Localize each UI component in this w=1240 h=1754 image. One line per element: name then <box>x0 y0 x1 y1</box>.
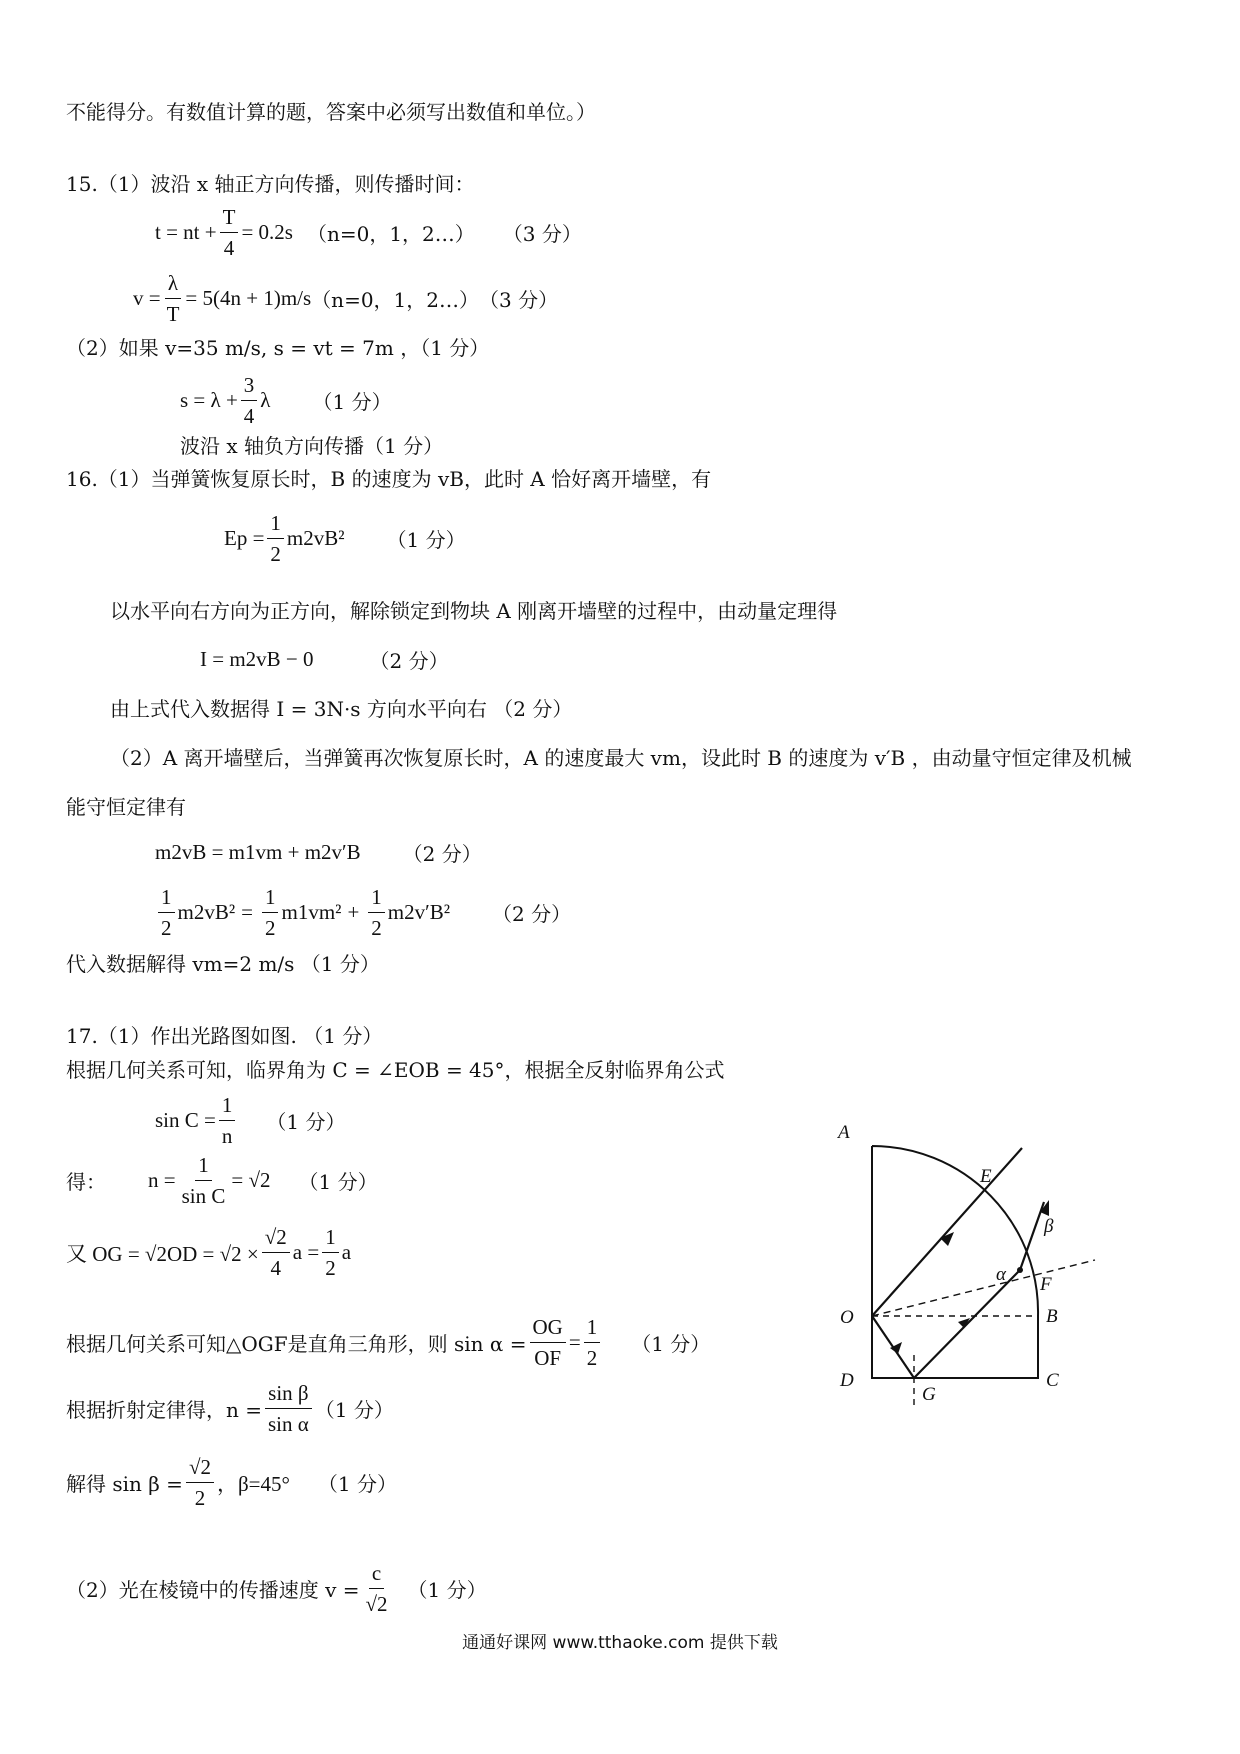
q17-eq3: 又 OG = √2OD = √2 × $\frac{√2}{4}$ a = $\frac{1}{2}$ a <box>66 1222 351 1283</box>
q15-line3: 波沿 x 轴负方向传播（1 分） <box>180 434 444 458</box>
label-o: O <box>840 1307 854 1328</box>
label-g: G <box>922 1384 936 1405</box>
q16-line4: （2）A 离开墙壁后，当弹簧再次恢复原长时，A 的速度最大 vm，设此时 B 的速度为 v′B ，由动量守恒定律及机械 <box>110 746 1132 770</box>
q16-line5: 能守恒定律有 <box>66 795 186 819</box>
q17-eq2: 得： n = $\frac{1}{\text{sin C}}$ = √2 （1 分） <box>66 1150 378 1211</box>
label-d: D <box>840 1370 854 1391</box>
q17-line1: 17.（1）作出光路图如图. （1 分） <box>66 1024 383 1048</box>
q15-line1: 15.（1）波沿 x 轴正方向传播，则传播时间： <box>66 172 475 196</box>
q16-line6: 代入数据解得 vm=2 m/s （1 分） <box>66 952 380 976</box>
label-c: C <box>1046 1370 1059 1391</box>
footer: 通通好课网 www.tthaoke.com 提供下载 <box>462 1633 778 1653</box>
q16-line1: 16.（1）当弹簧恢复原长时，B 的速度为 vB，此时 A 恰好离开墙壁，有 <box>66 467 712 491</box>
q16-eq2: I = m2vB − 0 （2 分） <box>200 647 449 673</box>
q16-line2: 以水平向右方向为正方向，解除锁定到物块 A 刚离开墙壁的过程中，由动量定理得 <box>110 599 838 623</box>
point-f <box>1017 1267 1023 1273</box>
q17-line2: 根据几何关系可知，临界角为 C = ∠EOB = 45°，根据全反射临界角公式 <box>66 1058 725 1082</box>
label-e: E <box>980 1166 992 1187</box>
ray-out <box>1020 1202 1044 1270</box>
q17-eq7: （2）光在棱镜中的传播速度 v = $\frac{c}{√2}$ （1 分） <box>66 1558 487 1619</box>
q17-eq4: 根据几何关系可知△OGF是直角三角形，则 sin α = $\frac{OG}{OF}$ = $\frac{1}{2}$ （1 分） <box>66 1312 710 1373</box>
prism-light-path-figure <box>830 1118 1110 1428</box>
q15-line2: （2）如果 v=35 m/s, s = vt = 7m ，（1 分） <box>66 336 490 360</box>
label-a: A <box>838 1122 850 1143</box>
arrow-incident <box>940 1232 954 1246</box>
q17-eq6: 解得 sin β = $\frac{√2}{2}$ ，β=45° （1 分） <box>66 1452 397 1513</box>
label-b: B <box>1046 1306 1058 1327</box>
prism-outline <box>872 1146 1038 1378</box>
intro-line: 不能得分。有数值计算的题，答案中必须写出数值和单位。） <box>66 100 596 124</box>
label-f: F <box>1040 1274 1052 1295</box>
ray-gf <box>914 1270 1020 1378</box>
label-beta: β <box>1044 1216 1054 1237</box>
label-alpha: α <box>996 1264 1006 1285</box>
q16-eq1: Ep = $\frac{1}{2}$ m2vB² （1 分） <box>224 508 466 569</box>
q17-eq1: sin C = $\frac{1}{n}$ （1 分） <box>155 1090 345 1151</box>
q15-eq2: v = $\frac{\lambda}{T}$ = 5(4n + 1)m/s （n=0，1，2…） （3 分） <box>133 268 558 329</box>
q16-eq3: m2vB = m1vm + m2v′B （2 分） <box>155 840 482 866</box>
q16-eq4: 1 2 m2vB² = $\frac{1}{2}$ m1vm² + $\frac{1}{2}$ m2v′B² （2 分） <box>155 882 571 943</box>
q15-eq3: s = λ + $\frac{3}{4}$ λ （1 分） <box>180 370 392 431</box>
q17-eq5: 根据折射定律得，n = $\frac{\text{sin β}}{\text{sin α}}$ （1 分） <box>66 1378 394 1439</box>
q16-line3: 由上式代入数据得 I = 3N·s 方向水平向右 （2 分） <box>110 697 573 721</box>
q15-eq1: t = nt + $\frac{T}{4}$ = 0.2s （n=0，1，2…） （3 分） <box>155 202 582 263</box>
